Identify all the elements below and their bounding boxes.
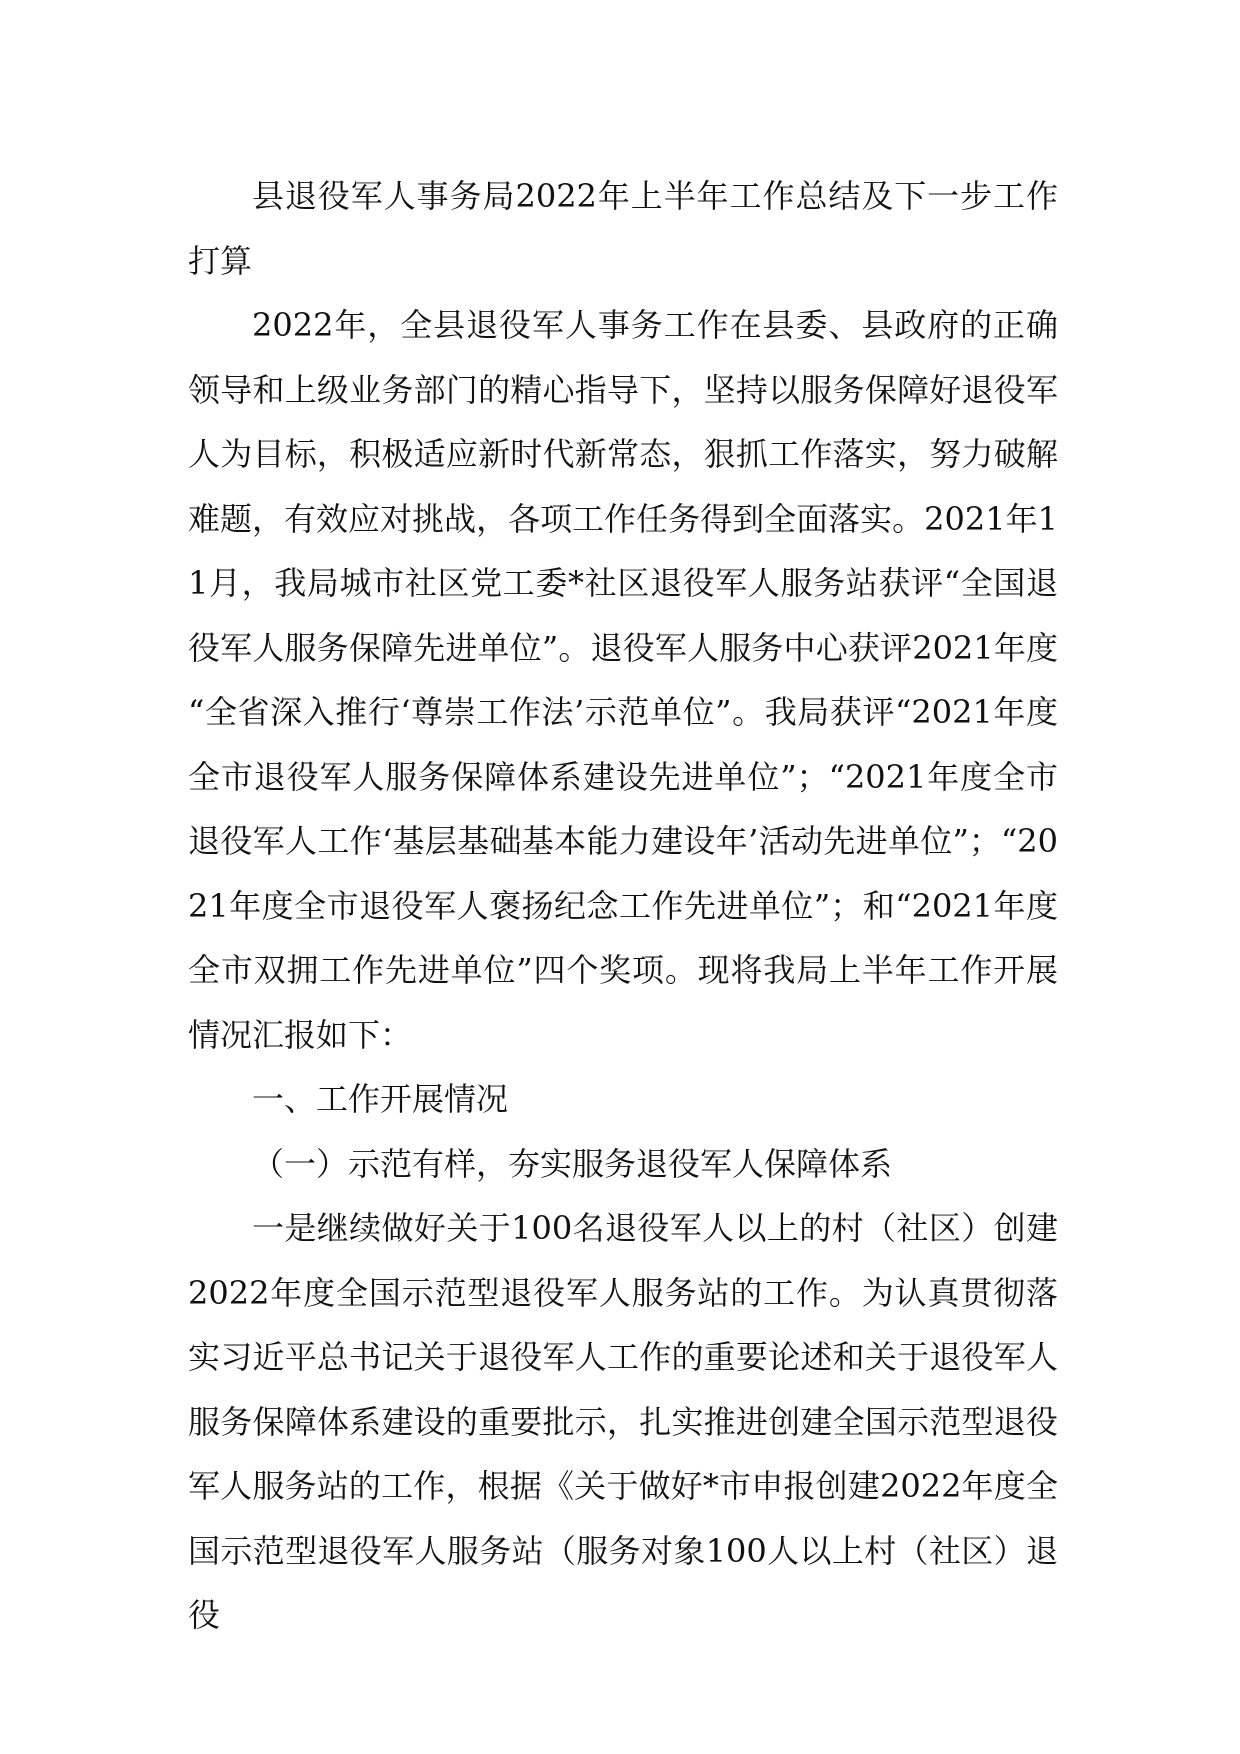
body-paragraph: 一是继续做好关于100名退役军人以上的村（社区）创建2022年度全国示范型退役军人服务站的工作。为认真贯彻落实习近平总书记关于退役军人工作的重要论述和关于退役军人服务保障体系建设的重要批示，扎实推进创建全国示范型退役军人服务站的工作，根据《关于做好*市申报创建2022年度全国示范型退役军人服务站（服务对象100人以上村（社区）退役 xyxy=(188,1209,1058,1634)
document-body xyxy=(188,164,1058,1648)
intro-paragraph: 2022年，全县退役军人事务工作在县委、县政府的正确领导和上级业务部门的精心指导下，坚持以服务保障好退役军人为目标，积极适应新时代新常态，狠抓工作落实，努力破解难题，有效应对挑战，各项工作任务得到全面落实。2021年11月，我局城市社区党工委*社区退役军人服务站获评“全国退役军人服务保障先进单位”。退役军人服务中心获评2021年度“全省深入推行‘尊崇工作法’示范单位”。我局获评“2021年度全市退役军人服务保障体系建设先进单位”；“2021年度全市退役军人工作‘基层基础基本能力建设年’活动先进单位”；“2021年度全市退役军人褒扬纪念工作先进单位”；和“2021年度全市双拥工作先进单位”四个奖项。现将我局上半年工作开展情况汇报如下： xyxy=(188,306,1058,1054)
subsection-heading: （一）示范有样，夯实服务退役军人保障体系 xyxy=(252,1144,893,1183)
document-title: 县退役军人事务局2022年上半年工作总结及下一步工作打算 xyxy=(188,177,1058,280)
section-heading: 一、工作开展情况 xyxy=(252,1080,509,1118)
